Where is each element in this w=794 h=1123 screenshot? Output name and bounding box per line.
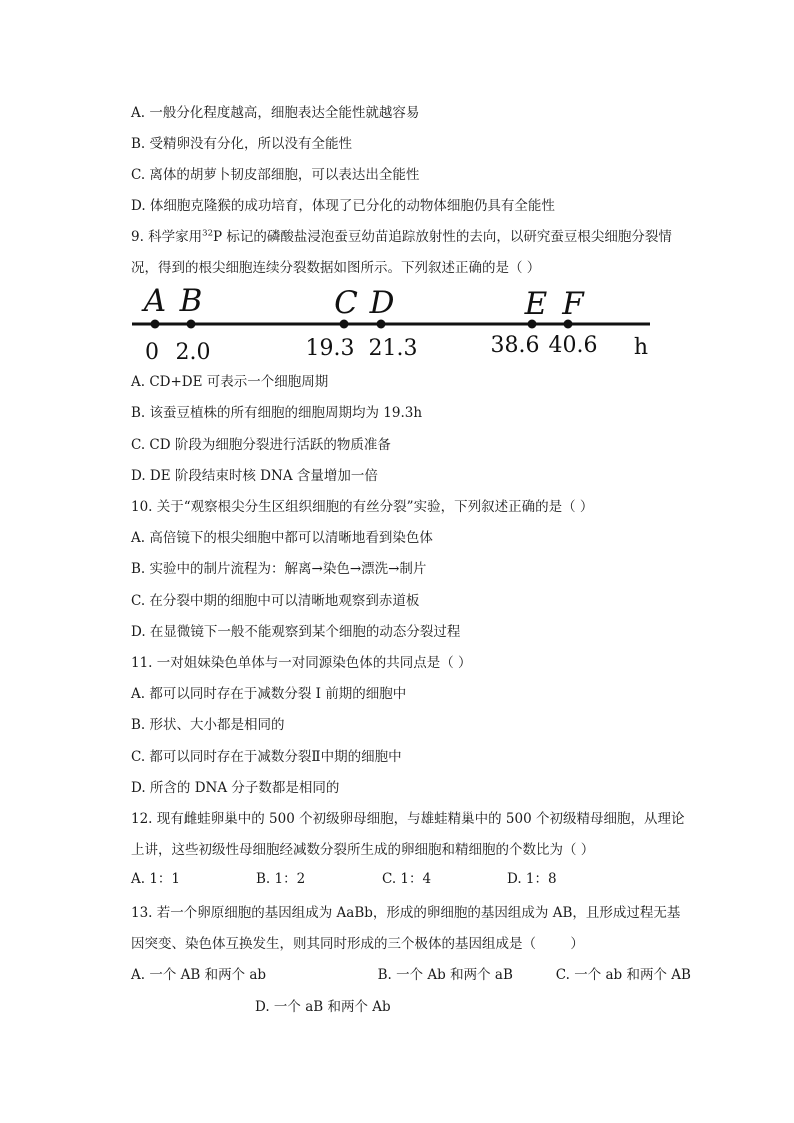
point-b-dot [187,320,196,329]
q8-option-d: D. 体细胞克隆猴的成功培育，体现了已分化的动物体细胞仍具有全能性 [131,198,555,214]
point-b-label: B [179,283,203,319]
point-c-label: C [334,285,358,321]
q10-option-a: A. 高倍镜下的根尖细胞中都可以清晰地看到染色体 [131,530,433,546]
point-e-value: 38.6 [490,333,540,358]
q13-option-d: D. 一个 aB 和两个 Ab [255,999,391,1015]
q12-option-c: C. 1：4 [382,871,432,887]
q13-options-row: A. 一个 AB 和两个 ab B. 一个 Ab 和两个 aB C. 一个 ab 和两个 AB [131,967,691,983]
q11-option-c: C. 都可以同时存在于减数分裂Ⅱ中期的细胞中 [131,749,402,765]
point-b-value: 2.0 [175,340,211,365]
q8-option-c: C. 离体的胡萝卜韧皮部细胞，可以表达出全能性 [131,167,420,183]
point-f-label: F [562,286,584,322]
q12-option-b: B. 1：2 [256,871,306,887]
q10-stem: 10. 关于“观察根尖分生区组织细胞的有丝分裂”实验，下列叙述正确的是（ ） [131,499,594,515]
q9-stem-rest: P 标记的磷酸盐浸泡蚕豆幼苗追踪放射性的去向，以研究蚕豆根尖细胞分裂情 [213,229,672,245]
point-a-label: A [143,283,167,319]
q12-stem-line1: 12. 现有雌蛙卵巢中的 500 个初级卵母细胞，与雄蛙精巢中的 500 个初级精母细胞，从理论 [131,811,685,827]
q13-stem-line2: 因突变、染色体互换发生，则其同时形成的三个极体的基因组成是（ ） [131,936,584,952]
q8-option-a: A. 一般分化程度越高，细胞表达全能性就越容易 [131,105,420,121]
point-d-label: D [369,285,395,321]
point-e-label: E [524,286,548,322]
q12-option-d: D. 1：8 [507,871,557,887]
q9-option-b: B. 该蚕豆植株的所有细胞的细胞周期均为 19.3h [131,405,423,421]
q11-option-d: D. 所含的 DNA 分子数都是相同的 [131,780,340,796]
time-unit-label: h [633,335,649,360]
point-f-value: 40.6 [548,333,598,358]
q10-option-c: C. 在分裂中期的细胞中可以清晰地观察到赤道板 [131,593,420,609]
cell-cycle-timeline [0,280,794,365]
point-d-value: 21.3 [368,336,418,361]
q11-option-a: A. 都可以同时存在于减数分裂 I 前期的细胞中 [131,686,407,702]
q9-stem-line2: 况，得到的根尖细胞连续分裂数据如图所示。下列叙述正确的是（ ） [131,260,541,276]
q9-stem-line1 [131,228,672,246]
q9-isotope-superscript: 32 [202,228,213,239]
point-a-value: 0 [145,340,159,365]
q13-stem-line1: 13. 若一个卵原细胞的基因组成为 AaBb，形成的卵细胞的基因组成为 AB，且形成过程无基 [131,905,681,921]
q11-stem: 11. 一对姐妹染色单体与一对同源染色体的共同点是（ ） [131,655,472,671]
q11-option-b: B. 形状、大小都是相同的 [131,717,285,733]
q9-option-d: D. DE 阶段结束时核 DNA 含量增加一倍 [131,468,378,484]
q12-options-row [131,867,731,887]
q8-option-b: B. 受精卵没有分化，所以没有全能性 [131,136,353,152]
q9-option-a: A. CD+DE 可表示一个细胞周期 [131,374,329,390]
q10-option-b: B. 实验中的制片流程为：解离→染色→漂洗→制片 [131,561,427,577]
point-a-dot [151,320,160,329]
q10-option-d: D. 在显微镜下一般不能观察到某个细胞的动态分裂过程 [131,624,461,640]
point-c-value: 19.3 [305,336,355,361]
q12-stem-line2: 上讲，这些初级性母细胞经减数分裂所生成的卵细胞和精细胞的个数比为（ ） [131,842,595,858]
q9-option-c: C. CD 阶段为细胞分裂进行活跃的物质准备 [131,437,391,453]
q9-stem-prefix: 9. 科学家用 [131,229,203,245]
q12-option-a: A. 1：1 [131,871,181,887]
